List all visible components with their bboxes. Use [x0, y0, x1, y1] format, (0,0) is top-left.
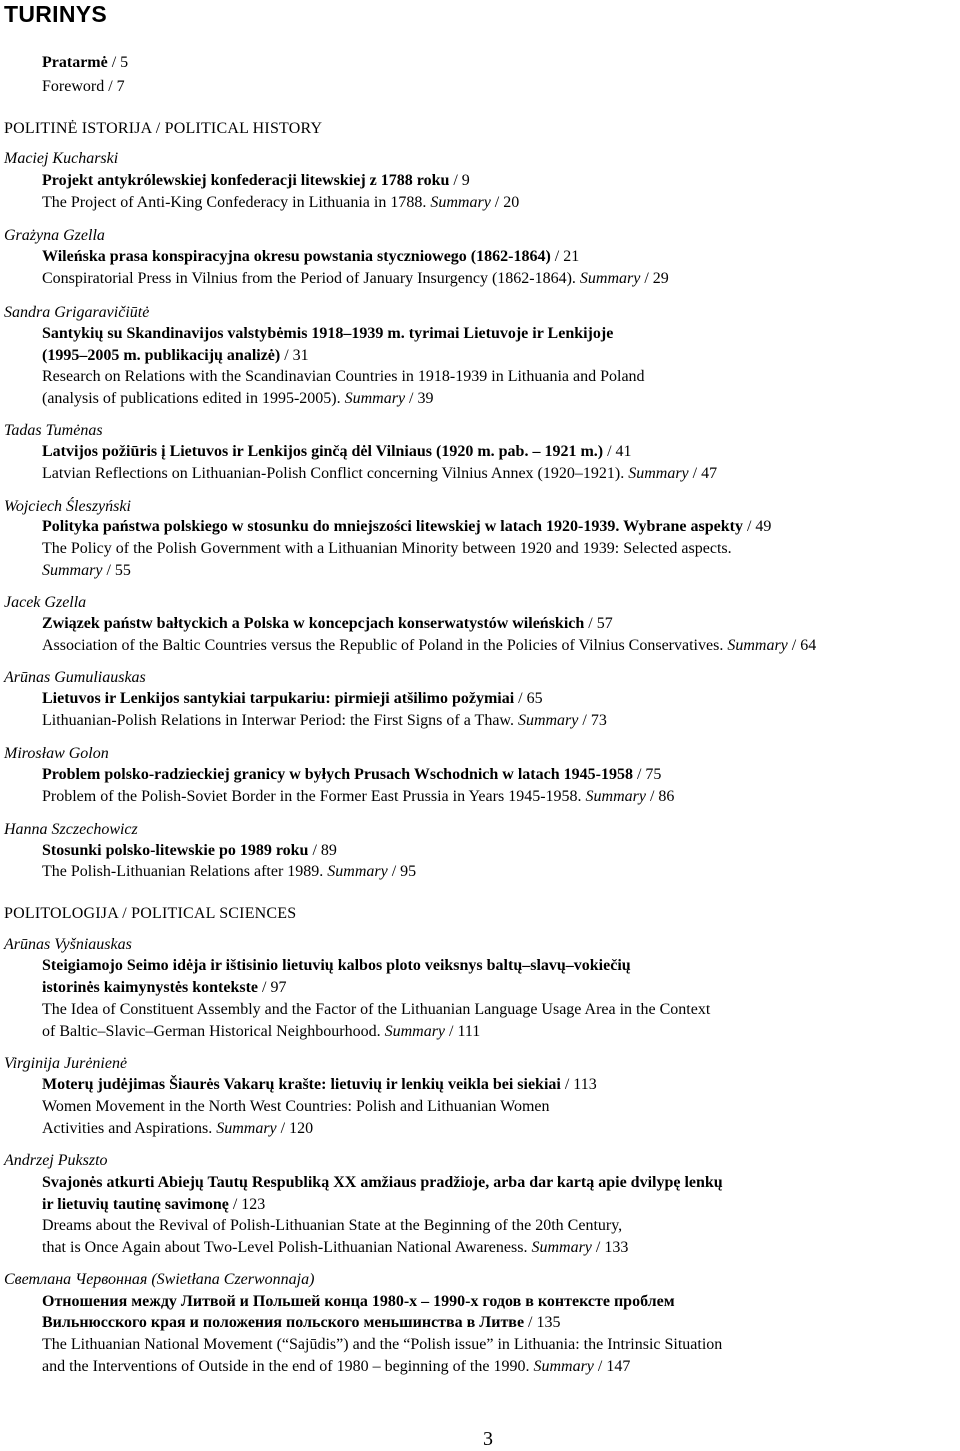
entry-translation: The Policy of the Polish Government with a Lithuanian Minority between 1920 and 1939: Selected aspects. [42, 540, 732, 557]
entry-translation: The Polish-Lithuanian Relations after 1989. Summary / 95 [42, 863, 417, 880]
entry-translation: The Project of Anti-King Confederacy in Lithuania in 1788. Summary / 20 [42, 194, 520, 211]
section-heading-political-sciences: POLITOLOGIJA / POLITICAL SCIENCES [4, 905, 297, 922]
entry-page: / 113 [560, 1076, 597, 1093]
summary-label: Summary [727, 637, 788, 654]
entry-title: Santykių su Skandinavijos valstybėmis 1918–1939 m. tyrimai Lietuvoje ir Lenkijoje [42, 325, 614, 342]
summary-page: / 120 [276, 1120, 314, 1137]
entry-page: / 21 [550, 248, 580, 265]
toc-entry[interactable] [42, 1291, 675, 1313]
entry-title: Svajonės atkurti Abiejų Tautų Respubliką XX amžiaus pradžioje, arba dar kartą apie dvilypę lenkų [42, 1174, 723, 1191]
entry-title: istorinės kaimynystės kontekste [42, 979, 259, 996]
summary-page: / 39 [405, 390, 434, 407]
entry-page: / 49 [742, 518, 772, 535]
entry-author: Wojciech Śleszyński [4, 498, 131, 515]
toc-entry-pratarme[interactable] [42, 52, 128, 74]
entry-author: Tadas Tumėnas [4, 422, 103, 439]
entry-author: Arūnas Gumuliauskas [4, 669, 146, 686]
page-number: 3 [483, 1428, 493, 1450]
toc-entry[interactable] [42, 688, 543, 710]
entry-translation: Conspiratorial Press in Vilnius from the Period of January Insurgency (1862-1864). Summary / 29 [42, 270, 669, 287]
entry-translation: Dreams about the Revival of Polish-Lithuanian State at the Beginning of the 20th Century, [42, 1217, 623, 1234]
toc-entry[interactable] [42, 170, 470, 192]
page-title: TURINYS [4, 1, 108, 27]
summary-page: / 55 [102, 562, 131, 579]
entry-title: Polityka państwa polskiego w stosunku do mniejszości litewskiej w latach 1920-1939. Wybrane aspekty [42, 518, 743, 535]
summary-page: / 20 [490, 194, 520, 211]
entry-author: Arūnas Vyšniauskas [4, 936, 132, 953]
entry-title: Вильнюсского края и положения польского меньшинства в Литве [42, 1314, 525, 1331]
entry-page: / 135 [524, 1314, 561, 1331]
toc-entry-continued[interactable] [42, 1194, 265, 1216]
summary-page: / 147 [593, 1358, 631, 1375]
summary-label: Summary [384, 1023, 446, 1040]
entry-translation: that is Once Again about Two-Level Polish-Lithuanian National Awareness. Summary / 133 [42, 1239, 629, 1256]
toc-entry-continued[interactable] [42, 1312, 561, 1334]
summary-label: Summary [517, 712, 579, 729]
entry-title: Steigiamojo Seimo idėja ir ištisinio lietuvių kalbos ploto veiksnys baltų–slavų–vokiečių [42, 957, 631, 974]
entry-title: Projekt antykrólewskiej konfederacji litewskiej z 1788 roku [42, 172, 450, 189]
summary-label: Summary [531, 1239, 592, 1256]
entry-page: / 75 [632, 766, 662, 783]
entry-title: Latvijos požiūris į Lietuvos ir Lenkijos ginčą dėl Vilniaus (1920 m. pab. – 1921 m.) [42, 443, 604, 460]
entry-translation: of Baltic–Slavic–German Historical Neighbourhood. Summary / 111 [42, 1023, 481, 1040]
toc-entry[interactable] [42, 1172, 723, 1194]
entry-translation: The Idea of Constituent Assembly and the Factor of the Lithuanian Language Usage Area in the Context [42, 1001, 711, 1018]
entry-translation: The Lithuanian National Movement (“Sajūdis”) and the “Polish issue” in Lithuania: the Intrinsic Situation [42, 1336, 723, 1353]
entry-author: Jacek Gzella [4, 594, 87, 611]
entry-title: Lietuvos ir Lenkijos santykiai tarpukariu: pirmieji atšilimo požymiai [42, 690, 515, 707]
entry-author: Maciej Kucharski [4, 150, 119, 167]
entry-translation: Association of the Baltic Countries versus the Republic of Poland in the Policies of Vilnius Conservatives. Summary / 64 [42, 637, 817, 654]
entry-page: / 123 [228, 1196, 266, 1213]
summary-label: Summary [533, 1358, 594, 1375]
entry-page: / 41 [603, 443, 632, 460]
toc-entry[interactable] [42, 516, 771, 538]
entry-author: Andrzej Pukszto [4, 1152, 108, 1169]
summary-page: / 47 [688, 465, 718, 482]
summary-label: Summary [585, 788, 646, 805]
summary-label: Summary [344, 390, 406, 407]
section-heading-political-history: POLITINĖ ISTORIJA / POLITICAL HISTORY [4, 120, 323, 137]
toc-entry[interactable] [42, 955, 631, 977]
toc-entry-foreword[interactable]: Foreword / 7 [42, 78, 125, 95]
summary-page: / 29 [640, 270, 669, 287]
entry-title: Związek państw bałtyckich a Polska w koncepcjach konserwatystów wileńskich [42, 615, 585, 632]
entry-author: Sandra Grigaravičiūtė [4, 304, 150, 321]
pratarme-label: Pratarmė [42, 54, 108, 71]
entry-title: (1995–2005 m. publikacijų analizė) [42, 347, 281, 364]
summary-label: Summary [579, 270, 641, 287]
entry-author: Mirosław Golon [4, 745, 109, 762]
summary-label: Summary [42, 562, 103, 579]
entry-translation: Problem of the Polish-Soviet Border in the Former East Prussia in Years 1945-1958. Summary / 86 [42, 788, 675, 805]
entry-author: Светлана Червонная (Swietłana Czerwonnaja) [4, 1271, 315, 1288]
entry-page: / 31 [280, 347, 309, 364]
entry-translation: and the Interventions of Outside in the end of 1980 – beginning of the 1990. Summary / 147 [42, 1358, 631, 1375]
entry-translation: Research on Relations with the Scandinavian Countries in 1918-1939 in Lithuania and Poland [42, 368, 645, 385]
summary-page: / 133 [591, 1239, 629, 1256]
entry-page: / 9 [449, 172, 470, 189]
entry-title: Problem polsko-radzieckiej granicy w byłych Prusach Wschodnich w latach 1945-1958 [42, 766, 633, 783]
entry-translation: (analysis of publications edited in 1995-2005). Summary / 39 [42, 390, 434, 407]
entry-page: / 65 [514, 690, 543, 707]
entry-translation: Latvian Reflections on Lithuanian-Polish Conflict concerning Vilnius Annex (1920–1921). Summary / 47 [42, 465, 718, 482]
summary-label: Summary [628, 465, 689, 482]
entry-translation: Women Movement in the North West Countries: Polish and Lithuanian Women [42, 1098, 550, 1115]
toc-entry-continued[interactable] [42, 345, 309, 367]
entry-title: Moterų judėjimas Šiaurės Vakarų krašte: lietuvių ir lenkių veikla bei siekiai [42, 1076, 561, 1093]
toc-entry[interactable] [42, 441, 632, 463]
entry-title: Отношения между Литвой и Польшей конца 1980-х – 1990-х годов в контексте проблем [42, 1293, 675, 1310]
toc-entry[interactable] [42, 246, 579, 268]
summary-label: Summary [327, 863, 388, 880]
toc-entry[interactable] [42, 840, 337, 862]
toc-entry-continued[interactable] [42, 977, 286, 999]
toc-entry[interactable] [42, 613, 613, 635]
entry-page: / 89 [308, 842, 337, 859]
entry-author: Virginija Jurėnienė [4, 1055, 128, 1072]
toc-entry[interactable] [42, 764, 661, 786]
summary-page: / 86 [645, 788, 675, 805]
entry-translation [42, 560, 131, 582]
summary-label: Summary [216, 1120, 277, 1137]
entry-page: / 57 [584, 615, 613, 632]
entry-title: ir lietuvių tautinę savimonę [42, 1196, 229, 1213]
entry-author: Grażyna Gzella [4, 227, 105, 244]
summary-page: / 73 [578, 712, 607, 729]
entry-translation: Lithuanian-Polish Relations in Interwar Period: the First Signs of a Thaw. Summary / 73 [42, 712, 607, 729]
entry-page: / 97 [258, 979, 287, 996]
entry-title: Wileńska prasa konspiracyjna okresu powstania styczniowego (1862-1864) [42, 248, 551, 265]
toc-entry[interactable] [42, 1074, 597, 1096]
summary-page: / 111 [445, 1023, 481, 1040]
summary-page: / 95 [387, 863, 417, 880]
entry-translation: Activities and Aspirations. Summary / 120 [42, 1120, 314, 1137]
toc-entry[interactable] [42, 323, 613, 345]
summary-label: Summary [430, 194, 491, 211]
entry-title: Stosunki polsko-litewskie po 1989 roku [42, 842, 309, 859]
entry-author: Hanna Szczechowicz [4, 821, 138, 838]
summary-page: / 64 [787, 637, 817, 654]
pratarme-page: / 5 [107, 54, 129, 71]
